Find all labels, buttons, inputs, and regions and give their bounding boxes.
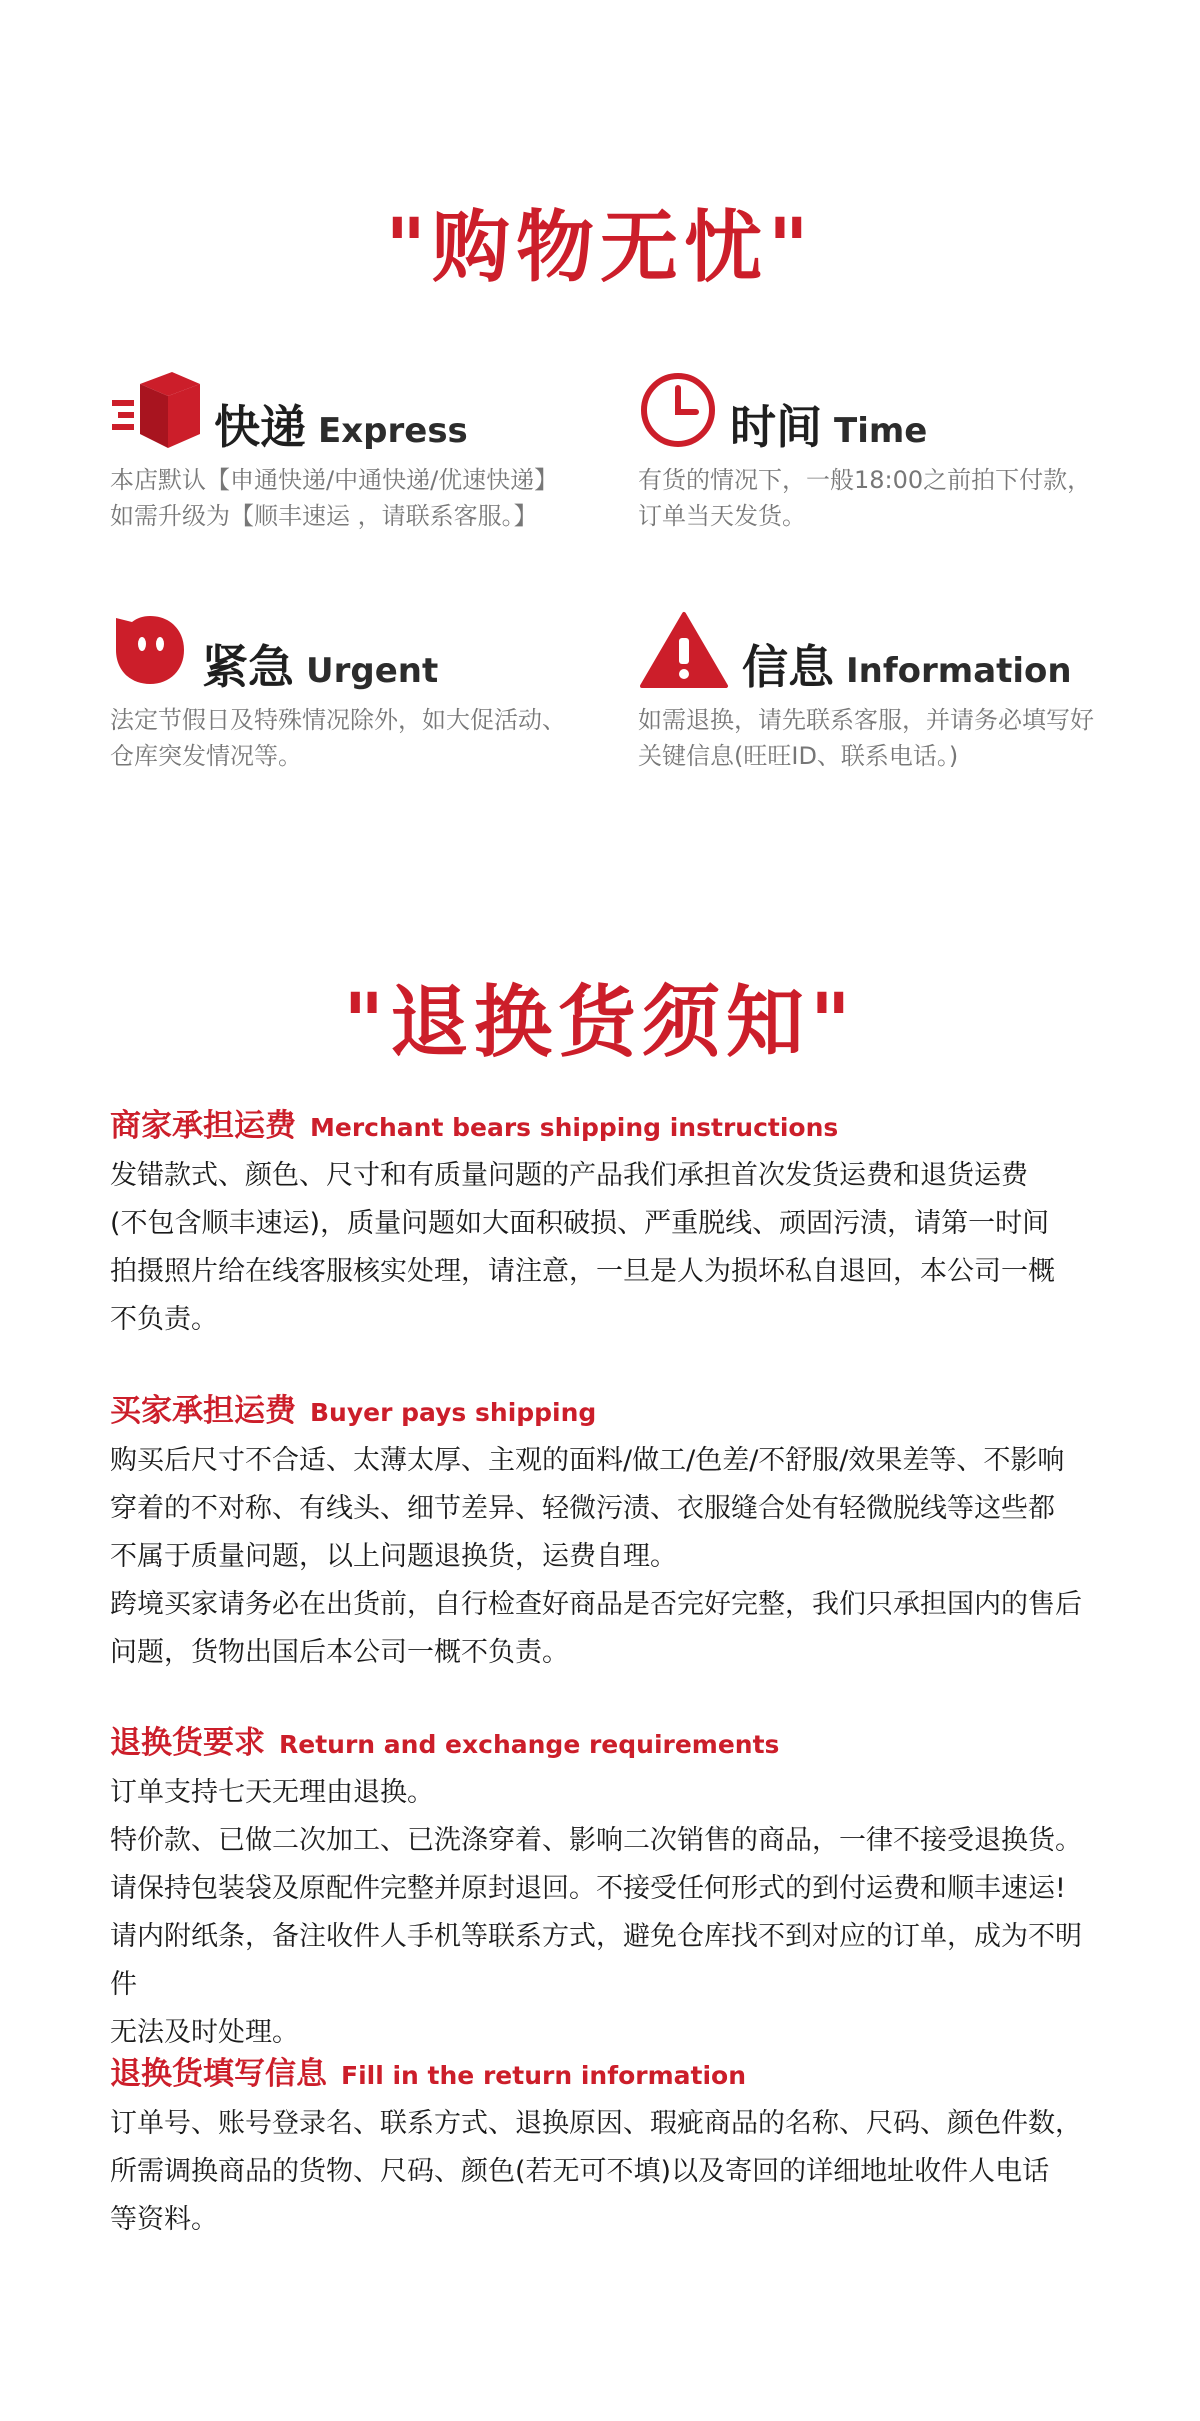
notice-line: 订单号、账号登录名、联系方式、退换原因、瑕疵商品的名称、尺码、颜色件数，	[110, 2108, 1082, 2139]
notice-line: 穿着的不对称、有线头、细节差异、轻微污渍、衣服缝合处有轻微脱线等这些都	[110, 1493, 1055, 1524]
clock-icon	[638, 370, 718, 450]
feature-title-en: Time	[834, 410, 928, 451]
feature-time	[638, 360, 1108, 534]
feature-desc-line: 关键信息(旺旺ID、联系电话。)	[638, 742, 959, 770]
notice-line: 订单支持七天无理由退换。	[110, 1777, 434, 1808]
box-icon	[110, 370, 202, 450]
feature-information	[638, 600, 1108, 774]
notice-line: 拍摄照片给在线客服核实处理，请注意，一旦是人为损坏私自退回，本公司一概	[110, 1256, 1055, 1287]
feature-title-zh: 紧急	[202, 640, 294, 694]
notice-line: 不负责。	[110, 1304, 218, 1335]
notice-title-zh: 商家承担运费	[110, 1108, 296, 1144]
feature-title-en: Express	[318, 410, 468, 451]
feature-urgent	[110, 600, 580, 774]
feature-desc-line: 仓库突发情况等。	[110, 742, 302, 770]
notice-title-zh: 买家承担运费	[110, 1393, 296, 1429]
feature-desc-line: 订单当天发货。	[638, 502, 806, 530]
feature-title-zh: 时间	[730, 400, 822, 454]
feature-desc-line: 有货的情况下，一般18:00之前拍下付款，	[638, 466, 1092, 494]
notice-buyer-shipping	[110, 1385, 1100, 1677]
notice-title-en: Buyer pays shipping	[310, 1398, 597, 1427]
feature-desc-line: 如需退换，请先联系客服，并请务必填写好	[638, 706, 1094, 734]
notice-title-zh: 退换货填写信息	[110, 2056, 327, 2092]
notice-line: (不包含顺丰速运)，质量问题如大面积破损、严重脱线、顽固污渍，请第一时间	[110, 1208, 1050, 1239]
notice-line: 问题，货物出国后本公司一概不负责。	[110, 1637, 569, 1668]
notice-line: 无法及时处理。	[110, 2017, 299, 2048]
feature-desc-line: 本店默认【申通快递/中通快递/优速快递】	[110, 466, 559, 494]
notice-line: 不属于质量问题，以上问题退换货，运费自理。	[110, 1541, 677, 1572]
notice-line: 请内附纸条，备注收件人手机等联系方式，避免仓库找不到对应的订单，成为不明件	[110, 1921, 1082, 2000]
feature-express	[110, 360, 580, 534]
feature-desc-line: 法定节假日及特殊情况除外，如大促活动、	[110, 706, 566, 734]
notice-title-zh: 退换货要求	[110, 1725, 265, 1761]
section-title-return-notice: "退换货须知"	[343, 978, 857, 1068]
feature-title-en: Urgent	[306, 650, 439, 691]
notice-return-info	[110, 2048, 1100, 2244]
notice-line: 等资料。	[110, 2204, 218, 2235]
feature-title-zh: 信息	[742, 640, 834, 694]
notice-line: 发错款式、颜色、尺寸和有质量问题的产品我们承担首次发货运费和退货运费	[110, 1160, 1028, 1191]
feature-title-en: Information	[846, 650, 1072, 691]
feature-title-zh: 快递	[214, 400, 306, 454]
chat-bubble-icon	[110, 610, 190, 690]
notice-merchant-shipping	[110, 1100, 1100, 1344]
feature-desc-line: 如需升级为【顺丰速运 ，请联系客服。】	[110, 502, 538, 530]
notice-return-requirements	[110, 1717, 1100, 2057]
notice-line: 特价款、已做二次加工、已洗涤穿着、影响二次销售的商品，一律不接受退换货。	[110, 1825, 1082, 1856]
notice-line: 所需调换商品的货物、尺码、颜色(若无可不填)以及寄回的详细地址收件人电话	[110, 2156, 1050, 2187]
notice-line: 请保持包装袋及原配件完整并原封退回。不接受任何形式的到付运费和顺丰速运!	[110, 1873, 1066, 1904]
notice-title-en: Fill in the return information	[341, 2061, 746, 2090]
warning-icon	[638, 610, 730, 690]
notice-title-en: Merchant bears shipping instructions	[310, 1113, 839, 1142]
notice-line: 跨境买家请务必在出货前，自行检查好商品是否完好完整，我们只承担国内的售后	[110, 1589, 1082, 1620]
section-title-worry-free: "购物无忧"	[385, 203, 815, 293]
notice-title-en: Return and exchange requirements	[279, 1730, 780, 1759]
notice-line: 购买后尺寸不合适、太薄太厚、主观的面料/做工/色差/不舒服/效果差等、不影响	[110, 1445, 1065, 1476]
